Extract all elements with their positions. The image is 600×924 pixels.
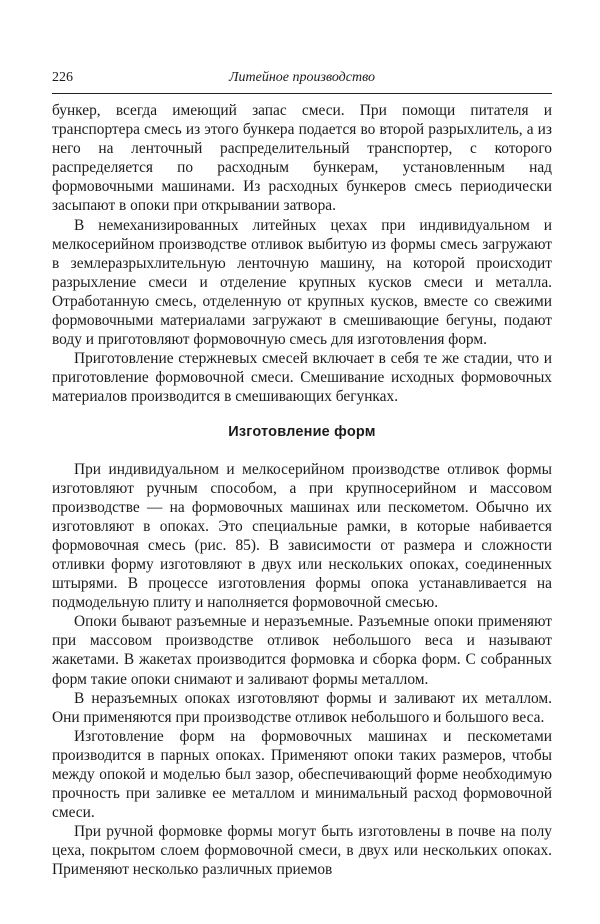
paragraph: В неразъемных опоках изготовляют формы и заливают их металлом. Они применяются при производстве отливок небольшого и большого веса. — [52, 689, 552, 726]
paragraph: Опоки бывают разъемные и неразъемные. Разъемные опоки применяют при массовом производстве отливок небольшого веса и называют жакетами. В жакетах производится формовка и сборка форм. С собранных форм такие опоки снимают и заливают формы металлом. — [52, 613, 552, 688]
section-heading: Изготовление форм — [228, 423, 376, 440]
paragraph: При ручной формовке формы могут быть изготовлены в почве на полу цеха, покрытом слоем формовочной смеси, в двух или нескольких опоках. Применяют несколько различных приемов — [52, 823, 552, 879]
paragraph: В немеханизированных литейных цехах при индивидуальном и мелкосерийном производстве отливок выбитую из формы смесь загружают в землеразрыхлительную ленточную машину, на которой происходит разрыхление смеси и отделение крупных кусков смеси и металла. Отработанную смесь, отделенную от крупных кусков, вместе со свежими формовочными материалами загружают в смешивающие бегуны, подают воду и приготовляют формовочную смесь для изготовления форм. — [52, 216, 552, 349]
page-header — [52, 70, 552, 90]
page-body — [52, 101, 552, 880]
running-title: Литейное производство — [229, 70, 375, 85]
header-rule — [52, 93, 552, 94]
paragraph: При индивидуальном и мелкосерийном производстве отливок формы изготовляют ручным способом, а при крупносерийном и массовом производстве — на формовочных машинах или пескометом. Обычно их изготовляют в опоках. Это специальные рамки, в которые набивается формовочная смесь (рис. 85). В зависимости от размера и сложности отливки форму изготовляют в двух или нескольких опоках, соединенных штырями. В процессе изготовления формы опока устанавливается на подмодельную плиту и наполняется формовочной смесью. — [52, 460, 552, 612]
paragraph: бункер, всегда имеющий запас смеси. При помощи питателя и транспортера смесь из этого бункера подается во второй разрыхлитель, а из него на ленточный распределительный транспортер, с которого распределяется по расходным бункерам, установленным над формовочными машинами. Из расходных бункеров смесь периодически засыпают в опоки при открывании затвора. — [52, 102, 552, 215]
paragraph: Изготовление форм на формовочных машинах и пескометами производится в парных опоках. Применяют опоки таких размеров, чтобы между опокой и моделью был зазор, обеспечивающий форме необходимую прочность при заливке ее металлом и минимальный расход формовочной смеси. — [52, 727, 552, 822]
page-number: 226 — [52, 70, 73, 85]
paragraph: Приготовление стержневых смесей включает в себя те же стадии, что и приготовление формовочной смеси. Смешивание исходных формовочных материалов производится в смешивающих бегунках. — [52, 350, 552, 406]
